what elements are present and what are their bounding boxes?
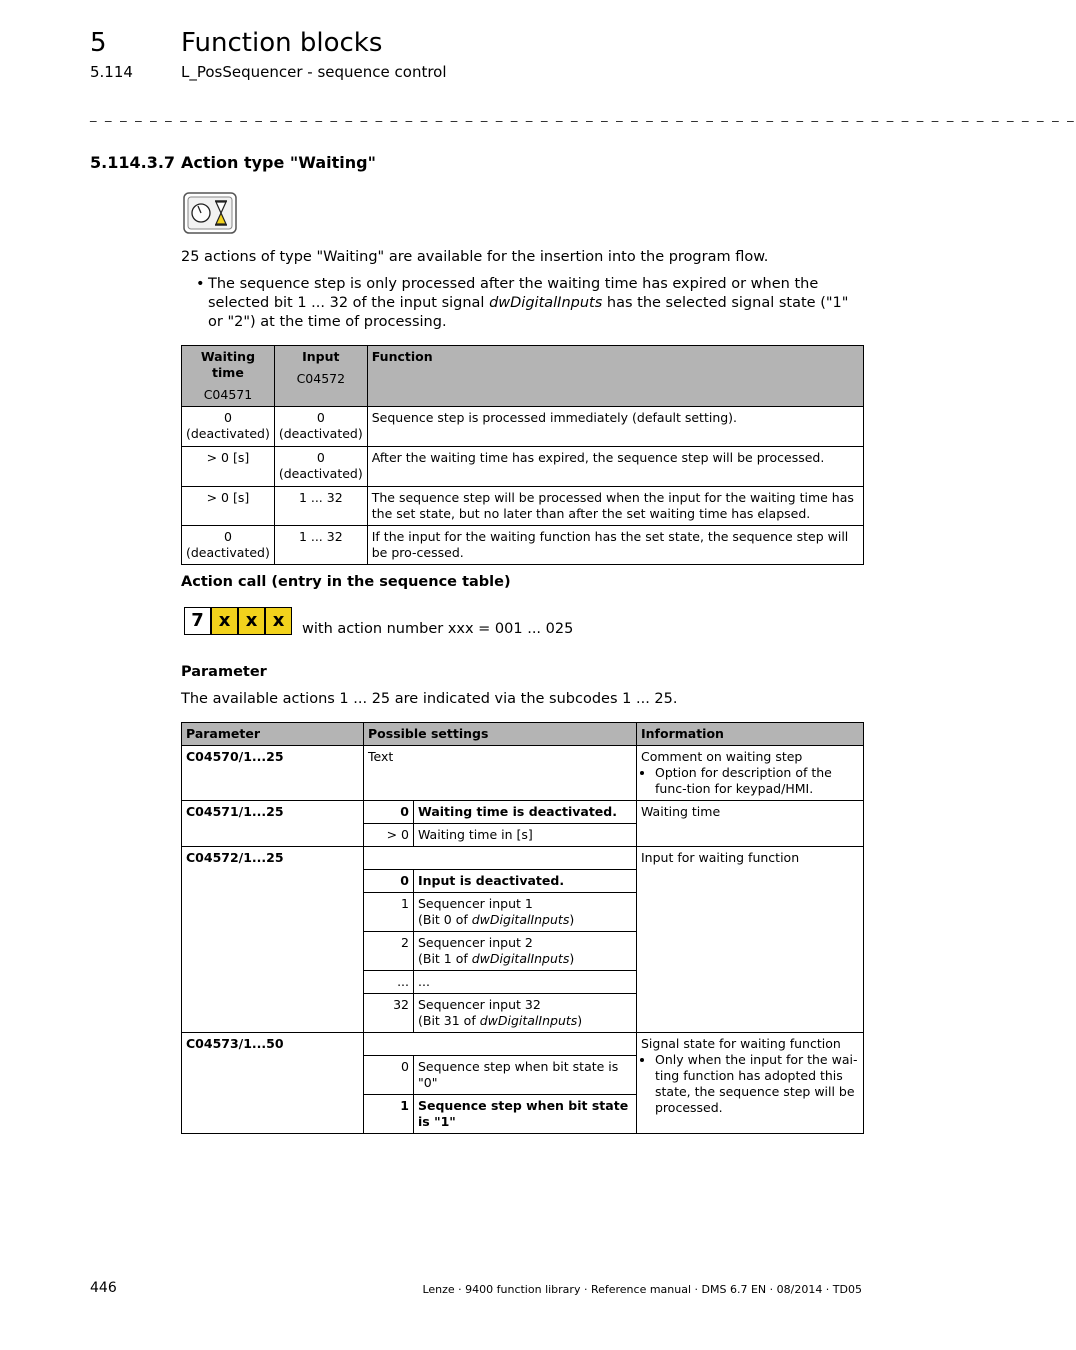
column-header (274, 346, 367, 407)
table-cell (414, 994, 637, 1033)
chapter-title: Function blocks (181, 28, 383, 58)
code-cell: x (238, 607, 265, 635)
table-cell: After the waiting time has expired, the sequence step will be processed. (367, 447, 863, 487)
table-cell (364, 847, 637, 870)
subtext-part: ) (577, 1013, 583, 1028)
signal-name: dwDigitalInputs (471, 951, 570, 966)
signal-name: dwDigitalInputs (471, 912, 570, 927)
parameter-description: The available actions 1 ... 25 are indicated via the subcodes 1 ... 25. (181, 691, 678, 707)
subtext-part: ) (569, 951, 575, 966)
setting-text: Sequence step when bit state is "1" (414, 1095, 637, 1134)
setting-value: 0 (364, 801, 414, 824)
setting-value: 1 (364, 893, 414, 932)
waiting-function-table (181, 345, 864, 565)
subtext-part: (Bit 31 of (418, 1013, 480, 1028)
setting-value: 32 (364, 994, 414, 1033)
table-cell: Sequence step is processed immediately (default setting). (367, 407, 863, 447)
table-cell: The sequence step will be processed when the input for the waiting time has the set state, but no later than after the set waiting time has elapsed. (367, 487, 863, 526)
setting-value: 0 (364, 870, 414, 893)
setting-text: Waiting time is deactivated. (414, 801, 637, 824)
info-text: Signal state for waiting function (641, 1036, 841, 1051)
subtext-part: (Bit 0 of (418, 912, 472, 927)
header-label: Input (302, 349, 340, 364)
table-row (182, 447, 864, 487)
table-cell (637, 746, 864, 801)
action-call-heading: Action call (entry in the sequence table) (181, 574, 511, 590)
table-cell (637, 1033, 864, 1134)
table-row (182, 487, 864, 526)
column-header: Information (637, 723, 864, 746)
table-cell: If the input for the waiting function has the set state, the sequence step will be pro-cessed. (367, 526, 863, 565)
waiting-action-icon (183, 192, 237, 234)
bullet-text-part: has the selected signal state ("1" or "2") at the time of processing. (208, 295, 849, 330)
table-cell (182, 447, 275, 487)
column-header (182, 346, 275, 407)
subsection-title: Action type "Waiting" (181, 153, 376, 172)
setting-value: 2 (364, 932, 414, 971)
intro-paragraph: 25 actions of type "Waiting" are available for the insertion into the program flow. (181, 249, 769, 265)
setting-subtext (418, 951, 632, 967)
parameter-name: C04572/1...25 (182, 847, 364, 1033)
table-cell (364, 1033, 637, 1056)
table-row (182, 1033, 864, 1056)
table-cell: Text (364, 746, 637, 801)
footer-text: Lenze · 9400 function library · Reference manual · DMS 6.7 EN · 08/2014 · TD05 (422, 1283, 862, 1296)
setting-value: ... (364, 971, 414, 994)
cell-line: 1 ... 32 (298, 529, 343, 544)
column-header: Parameter (182, 723, 364, 746)
setting-text: Sequencer input 1 (418, 896, 533, 911)
parameter-name: C04573/1...50 (182, 1033, 364, 1134)
header-code: C04571 (203, 387, 253, 402)
cell-line: (deactivated) (278, 466, 363, 481)
chapter-number: 5 (90, 28, 107, 58)
cell-line: 0 (316, 410, 325, 425)
table-cell (414, 932, 637, 971)
table-cell (182, 526, 275, 565)
setting-subtext (418, 1013, 632, 1029)
cell-line: 0 (316, 450, 325, 465)
bullet-marker: • (196, 276, 205, 292)
code-cell: x (265, 607, 292, 635)
action-code-description: with action number xxx = 001 ... 025 (302, 621, 574, 637)
cell-line: (deactivated) (278, 426, 363, 441)
cell-line: (deactivated) (186, 426, 270, 441)
cell-line: > 0 [s] (206, 490, 250, 505)
table-header-row (182, 723, 864, 746)
setting-text: Input is deactivated. (414, 870, 637, 893)
cell-line: > 0 [s] (206, 450, 250, 465)
setting-text: Sequencer input 32 (418, 997, 541, 1012)
table-cell (414, 893, 637, 932)
cell-line: 1 ... 32 (298, 490, 343, 505)
info-bullet: • Option for description of the func-tion for keypad/HMI. (655, 765, 859, 797)
subsection-heading (90, 153, 376, 172)
table-row (182, 526, 864, 565)
table-cell (274, 447, 367, 487)
subtext-part: ) (569, 912, 575, 927)
section-title: L_PosSequencer - sequence control (181, 63, 447, 81)
parameter-table (181, 722, 864, 1134)
table-header-row (182, 346, 864, 407)
code-cell: x (211, 607, 238, 635)
setting-text: Waiting time in [s] (414, 824, 637, 847)
header-label: Waiting time (200, 349, 256, 380)
info-bullet: • Only when the input for the wai-ting function has adopted this state, the sequence step will be processed. (655, 1052, 859, 1116)
table-cell: Input for waiting function (637, 847, 864, 1033)
cell-line: 0 (223, 410, 232, 425)
section-number: 5.114 (90, 63, 133, 81)
cell-line: (deactivated) (186, 545, 270, 560)
header-code: C04572 (296, 371, 346, 386)
table-cell: Waiting time (637, 801, 864, 847)
parameter-heading: Parameter (181, 664, 267, 680)
table-cell (182, 487, 275, 526)
setting-value: > 0 (364, 824, 414, 847)
setting-text: Sequence step when bit state is "0" (414, 1056, 637, 1095)
setting-value: 0 (364, 1056, 414, 1095)
table-row (182, 746, 864, 801)
table-row (182, 847, 864, 870)
bullet-text-part: The sequence step is only processed after the waiting time has expired or when the selected bit 1 ... 32 of the input signal (208, 276, 819, 311)
parameter-name: C04571/1...25 (182, 801, 364, 847)
table-cell (182, 407, 275, 447)
subtext-part: (Bit 1 of (418, 951, 472, 966)
column-header: Possible settings (364, 723, 637, 746)
table-row (182, 407, 864, 447)
signal-name: dwDigitalInputs (479, 1013, 578, 1028)
setting-value: 1 (364, 1095, 414, 1134)
bullet-text (208, 275, 863, 332)
setting-subtext (418, 912, 632, 928)
code-cell: 7 (184, 607, 211, 635)
table-cell (274, 487, 367, 526)
table-row (182, 801, 864, 824)
table-cell (274, 526, 367, 565)
subsection-number: 5.114.3.7 (90, 153, 176, 172)
header-divider: _ _ _ _ _ _ _ _ _ _ _ _ _ _ _ _ _ _ _ _ _ _ _ _ _ _ _ _ _ _ _ _ _ _ _ _ _ _ _ _ _ _ _ _ _ _ _ _ _ _ _ _ _ _ _ _ _ _ _ _ _ _ _ _ _ _ (90, 108, 1076, 123)
parameter-name: C04570/1...25 (182, 746, 364, 801)
signal-name: dwDigitalInputs (489, 295, 603, 311)
page-number: 446 (90, 1280, 117, 1296)
info-text: Comment on waiting step (641, 749, 803, 764)
setting-text: Sequencer input 2 (418, 935, 533, 950)
column-header: Function (367, 346, 863, 407)
table-cell (274, 407, 367, 447)
cell-line: 0 (223, 529, 232, 544)
setting-text: ... (414, 971, 637, 994)
